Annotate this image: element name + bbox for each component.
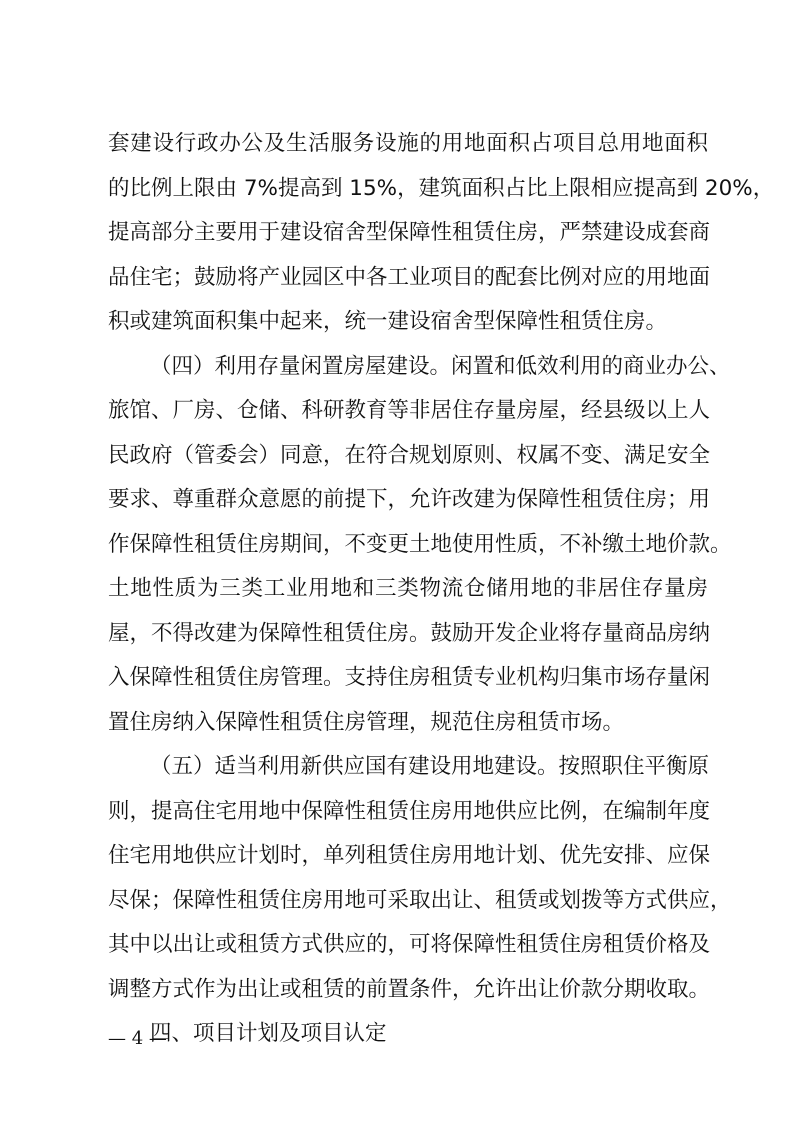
body-line: 尽保；保障性租赁住房用地可采取出让、租赁或划拨等方式供应， bbox=[108, 888, 732, 913]
body-line: 屋，不得改建为保障性租赁住房。鼓励开发企业将存量商品房纳 bbox=[108, 621, 711, 646]
body-line: 作保障性租赁住房期间，不变更土地使用性质，不补缴土地价款。 bbox=[108, 532, 732, 557]
paragraph-start-line: （四）利用存量闲置房屋建设。闲置和低效利用的商业办公、 bbox=[150, 354, 731, 379]
body-line: 调整方式作为出让或租赁的前置条件，允许出让价款分期收取。 bbox=[108, 977, 711, 1002]
paragraph-start-line: （五）适当利用新供应国有建设用地建设。按照职住平衡原 bbox=[150, 754, 710, 779]
body-line: 民政府（管委会）同意，在符合规划原则、权属不变、满足安全 bbox=[108, 443, 711, 468]
body-line: 要求、尊重群众意愿的前提下，允许改建为保障性租赁住房；用 bbox=[108, 487, 711, 512]
body-line: 其中以出让或租赁方式供应的，可将保障性租赁住房租赁价格及 bbox=[108, 932, 711, 957]
page-number: — 4 — bbox=[108, 1028, 167, 1049]
body-line: 住宅用地供应计划时，单列租赁住房用地计划、优先安排、应保 bbox=[108, 843, 711, 868]
section-heading: 四、项目计划及项目认定 bbox=[150, 1021, 387, 1046]
body-line: 的比例上限由 7%提高到 15%，建筑面积占比上限相应提高到 20%， bbox=[108, 176, 775, 201]
body-line: 品住宅；鼓励将产业园区中各工业项目的配套比例对应的用地面 bbox=[108, 265, 711, 290]
body-line: 土地性质为三类工业用地和三类物流仓储用地的非居住存量房 bbox=[108, 576, 708, 601]
body-line: 套建设行政办公及生活服务设施的用地面积占项目总用地面积 bbox=[108, 131, 708, 156]
body-line: 旅馆、厂房、仓储、科研教育等非居住存量房屋，经县级以上人 bbox=[108, 398, 711, 423]
body-line: 积或建筑面积集中起来，统一建设宿舍型保障性租赁住房。 bbox=[108, 309, 668, 334]
body-line: 置住房纳入保障性租赁住房管理，规范住房租赁市场。 bbox=[108, 710, 625, 735]
body-line: 入保障性租赁住房管理。支持住房租赁专业机构归集市场存量闲 bbox=[108, 665, 711, 690]
body-line: 则，提高住宅用地中保障性租赁住房用地供应比例，在编制年度 bbox=[108, 799, 711, 824]
body-line: 提高部分主要用于建设宿舍型保障性租赁住房，严禁建设成套商 bbox=[108, 220, 711, 245]
